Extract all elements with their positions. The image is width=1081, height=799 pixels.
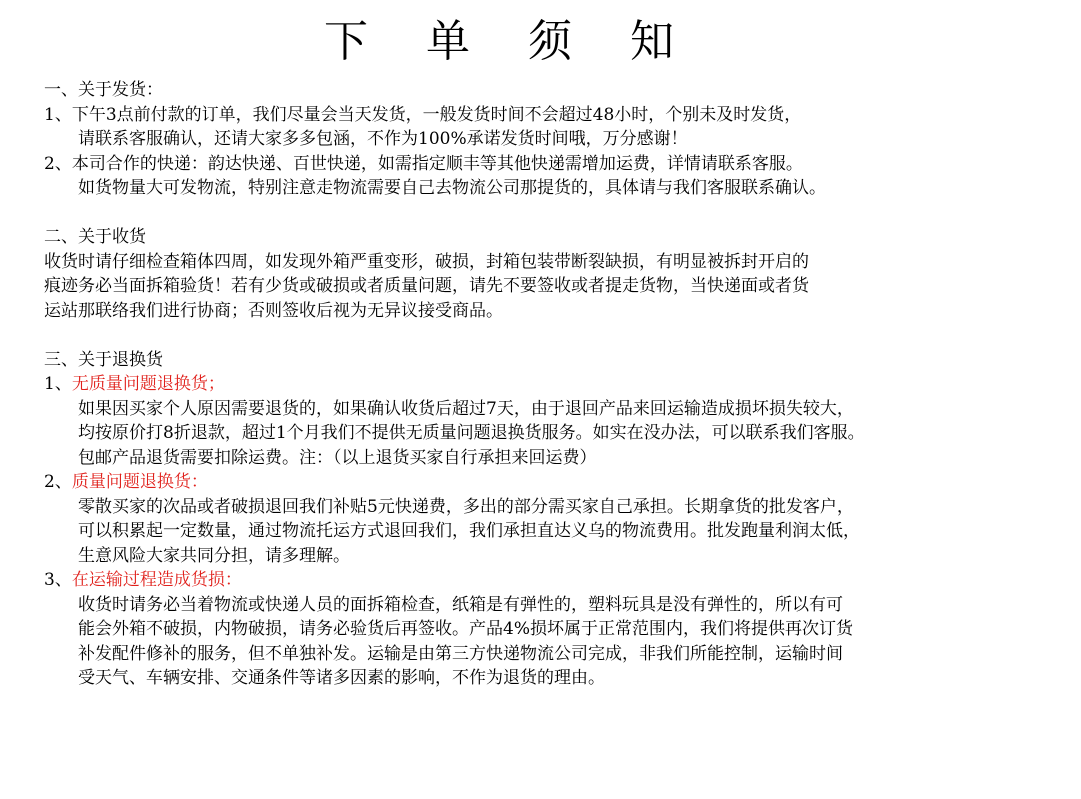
item-number: 1、 — [44, 374, 72, 394]
returns-item-3-line-4: 受天气、车辆安排、交通条件等诸多因素的影响，不作为退货的理由。 — [78, 668, 605, 688]
returns-item-3-line-3: 补发配件修补的服务，但不单独补发。运输是由第三方快递物流公司完成，非我们所能控制，运输时间 — [78, 643, 843, 664]
returns-item-1-line-1: 如果因买家个人原因需要退货的，如果确认收货后超过7天，由于退回产品来回运输造成损坏损失较大， — [78, 398, 854, 419]
section-receiving — [44, 225, 1074, 323]
shipping-item-2-line-1: 2、本司合作的快递：韵达快递、百世快递，如需指定顺丰等其他快递需增加运费，详情请联系客服。 — [44, 153, 803, 174]
returns-item-1-line-3: 包邮产品退货需要扣除运费。注：（以上退货买家自行承担来回运费） — [78, 447, 597, 468]
returns-item-1-line-2: 均按原价打8折退款，超过1个月我们不提供无质量问题退换货服务。如实在没办法，可以联系我们客服。 — [78, 423, 865, 443]
section-heading: 二、关于收货 — [44, 227, 146, 247]
returns-item-2-line-2: 可以积累起一定数量，通过物流托运方式退回我们，我们承担直达义乌的物流费用。批发跑量利润太低， — [78, 521, 860, 541]
notice-content — [44, 78, 1074, 691]
item-title: 在运输过程造成货损： — [71, 570, 242, 590]
receiving-line-3: 运站那联络我们进行协商；否则签收后视为无异议接受商品。 — [44, 300, 503, 321]
shipping-item-1-line-2: 请联系客服确认，还请大家多多包涵，不作为100%承诺发货时间哦，万分感谢！ — [78, 129, 688, 149]
section-returns — [44, 348, 1074, 691]
shipping-item-1-line-1: 1、下午3点前付款的订单，我们尽量会当天发货，一般发货时间不会超过48小时，个别未及时发货， — [44, 104, 802, 125]
returns-item-1-title — [44, 372, 1074, 397]
section-heading: 一、关于发货： — [44, 80, 163, 100]
section-shipping — [44, 78, 1074, 201]
returns-item-3-line-1: 收货时请务必当着物流或快递人员的面拆箱检查，纸箱是有弹性的，塑料玩具是没有弹性的，所以有可 — [78, 594, 843, 615]
receiving-line-2: 痕迹务必当面拆箱验货！若有少货或破损或者质量问题，请先不要签收或者提走货物，当快递面或者货 — [44, 276, 809, 296]
returns-item-2-line-1: 零散买家的次品或者破损退回我们补贴5元快递费，多出的部分需买家自己承担。长期拿货的批发客户， — [78, 496, 854, 517]
item-number: 3、 — [44, 570, 72, 590]
returns-item-3-line-2: 能会外箱不破损，内物破损，请务必验货后再签收。产品4%损坏属于正常范围内，我们将提供再次订货 — [78, 619, 853, 639]
returns-item-3-title — [44, 568, 1074, 593]
returns-item-2-title — [44, 470, 1074, 495]
page-title: 下 单 须 知 — [324, 16, 696, 67]
item-title: 无质量问题退换货； — [71, 374, 225, 394]
receiving-line-1: 收货时请仔细检查箱体四周，如发现外箱严重变形，破损，封箱包装带断裂缺损，有明显被拆封开启的 — [44, 251, 809, 272]
shipping-item-2-line-2: 如货物量大可发物流，特别注意走物流需要自己去物流公司那提货的，具体请与我们客服联系确认。 — [78, 178, 826, 198]
section-heading: 三、关于退换货 — [44, 349, 163, 370]
item-number: 2、 — [44, 472, 72, 492]
returns-item-2-line-3: 生意风险大家共同分担，请多理解。 — [78, 545, 350, 566]
item-title: 质量问题退换货： — [71, 472, 208, 492]
